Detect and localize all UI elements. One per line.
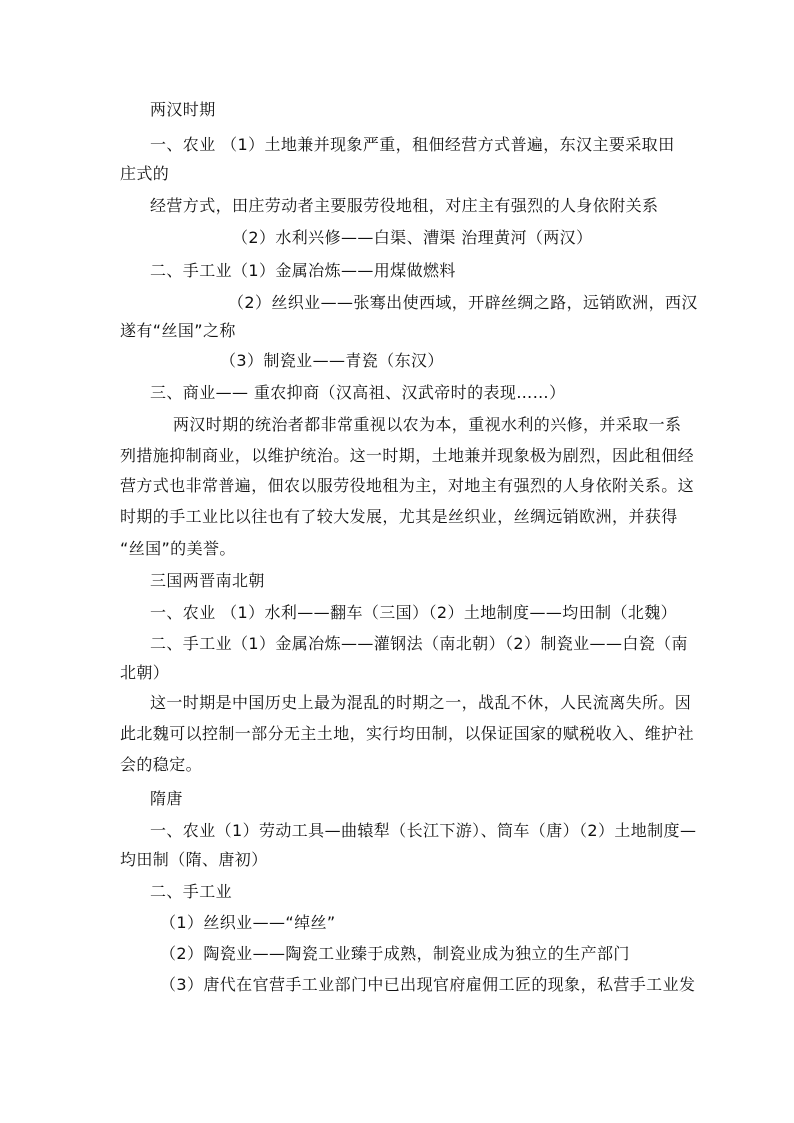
heading-han-dynasty: 两汉时期 [150,100,216,119]
paragraph-line: （1）丝织业——“绰丝” [160,913,336,932]
paragraph-line: （2）水利兴修——白渠、漕渠 治理黄河（两汉） [232,228,593,247]
paragraph-line: （3）制瓷业——青瓷（东汉） [220,351,444,370]
paragraph-line: 遂有“丝国”之称 [120,321,236,340]
paragraph-line: 这一时期是中国历史上最为混乱的时期之一，战乱不休，人民流离失所。因 [150,693,692,712]
heading-sui-tang: 隋唐 [150,789,183,808]
paragraph-line: 一、农业 （1）土地兼并现象严重，租佃经营方式普遍，东汉主要采取田 [150,135,675,154]
paragraph-line: 会的稳定。 [120,755,203,774]
paragraph-line: 庄式的 [120,164,170,183]
paragraph-line: 此北魏可以控制一部分无主土地，实行均田制，以保证国家的赋税收入、维护社 [120,724,695,743]
paragraph-line: 一、农业 （1）水利——翻车（三国）（2）土地制度——均田制（北魏） [150,603,678,622]
paragraph-line: （3）唐代在官营手工业部门中已出现官府雇佣工匠的现象，私营手工业发 [160,975,696,994]
paragraph-line: 列措施抑制商业，以维护统治。这一时期，土地兼并现象极为剧烈，因此租佃经 [120,446,695,465]
paragraph-line: 二、手工业 [150,882,233,901]
paragraph-line: 一、农业（1）劳动工具—曲辕犁（长江下游）、筒车（唐）（2）土地制度— [150,821,697,840]
paragraph-line: 二、手工业（1）金属冶炼——用煤做燃料 [150,261,456,280]
paragraph-line: 两汉时期的统治者都非常重视以农为本，重视水利的兴修，并采取一系 [173,415,682,434]
paragraph-line: 时期的手工业比以往也有了较大发展，尤其是丝织业，丝绸远销欧洲，并获得 [120,507,678,526]
paragraph-line: 二、手工业（1）金属冶炼——灌钢法（南北朝）（2）制瓷业——白瓷（南 [150,634,688,653]
paragraph-line: 营方式也非常普遍，佃农以服劳役地租为主，对地主有强烈的人身依附关系。这 [120,476,695,495]
paragraph-line: 经营方式，田庄劳动者主要服劳役地租，对庄主有强烈的人身依附关系 [150,196,659,215]
heading-three-kingdoms: 三国两晋南北朝 [150,571,265,590]
paragraph-line: “丝国”的美誉。 [120,539,236,558]
paragraph-line: 三、商业—— 重农抑商（汉高祖、汉武帝时的表现……） [150,383,566,402]
paragraph-line: （2）丝织业——张骞出使西域，开辟丝绸之路，远销欧洲，西汉 [228,293,698,312]
paragraph-line: 均田制（隋、唐初） [120,850,268,869]
paragraph-line: 北朝） [120,663,170,682]
paragraph-line: （2）陶瓷业——陶瓷工业臻于成熟，制瓷业成为独立的生产部门 [160,944,630,963]
